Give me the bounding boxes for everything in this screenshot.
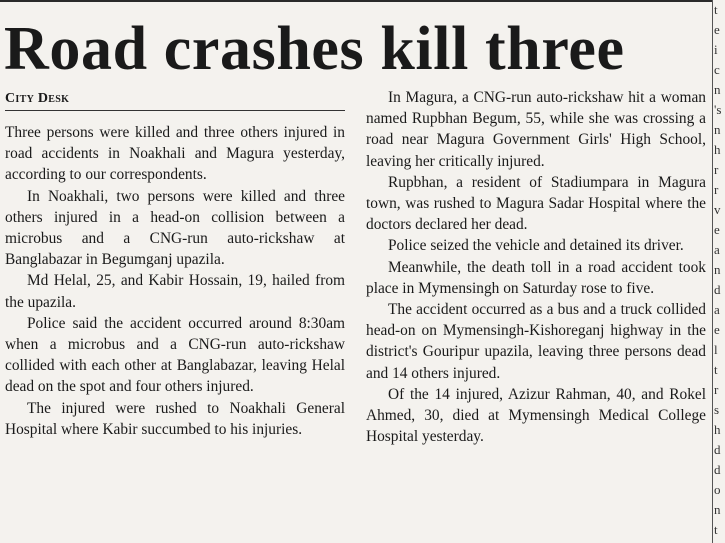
adjacent-column-fragment: s — [714, 402, 720, 417]
paragraph: The injured were rushed to Noakhali General Hospital where Kabir succumbed to his injuries. — [5, 399, 345, 438]
adjacent-column-fragment: n — [714, 502, 721, 517]
adjacent-column-fragment: e — [714, 222, 720, 237]
left-column — [5, 122, 345, 440]
adjacent-column-fragment: d — [714, 462, 721, 477]
adjacent-column-fragment: e — [714, 322, 720, 337]
adjacent-column-fragment: d — [714, 282, 721, 297]
paragraph: Police said the accident occurred around 8:30am when a microbus and a CNG-run auto-rickshaw collided with each other at Banglabazar, leaving Helal dead on the spot and four others injured. — [5, 314, 345, 396]
paragraph: Three persons were killed and three others injured in road accidents in Noakhali and Magura yesterday, according to our correspondents. — [5, 124, 345, 184]
adjacent-column-fragment: t — [714, 2, 718, 17]
adjacent-column-fragment: i — [714, 42, 718, 57]
adjacent-column-fragment: a — [714, 242, 720, 257]
top-rule — [0, 0, 712, 2]
adjacent-column-fragment: t — [714, 362, 718, 377]
adjacent-column-fragment: o — [714, 482, 721, 497]
adjacent-column-fragment: h — [714, 142, 721, 157]
adjacent-column-edge — [714, 0, 725, 543]
byline-rule — [5, 110, 345, 111]
adjacent-column-fragment: 's — [714, 102, 722, 117]
adjacent-column-fragment: n — [714, 122, 721, 137]
byline: City Desk — [5, 91, 70, 106]
paragraph: In Noakhali, two persons were killed and three others injured in a head-on collision between a microbus and a CNG-run auto-rickshaw at Banglabazar in Begumganj upazila. — [5, 187, 345, 269]
adjacent-column-fragment: v — [714, 202, 721, 217]
adjacent-column-fragment: c — [714, 62, 720, 77]
paragraph: Meanwhile, the death toll in a road accident took place in Mymensingh on Saturday rose to five. — [366, 258, 706, 297]
adjacent-column-fragment: l — [714, 342, 718, 357]
paragraph: Of the 14 injured, Azizur Rahman, 40, and Rokel Ahmed, 30, died at Mymensingh Medical College Hospital yesterday. — [366, 385, 706, 446]
right-column — [366, 87, 706, 447]
paragraph: In Magura, a CNG-run auto-rickshaw hit a woman named Rupbhan Begum, 55, while she was crossing a road near Magura Government Girls' High School, leaving her critically injured. — [366, 89, 706, 170]
adjacent-column-fragment: d — [714, 442, 721, 457]
adjacent-column-fragment: e — [714, 22, 720, 37]
adjacent-column-fragment: t — [714, 522, 718, 537]
adjacent-column-fragment: r — [714, 182, 719, 197]
adjacent-column-fragment: n — [714, 82, 721, 97]
headline: Road crashes kill three — [4, 15, 625, 83]
paragraph: The accident occurred as a bus and a truck collided head-on on Mymensingh-Kishoreganj highway in the district's Gouripur upazila, leaving three persons dead and 14 others injured. — [366, 301, 706, 382]
adjacent-column-fragment: r — [714, 162, 719, 177]
adjacent-column-fragment: h — [714, 422, 721, 437]
adjacent-column-fragment: r — [714, 382, 719, 397]
paragraph: Rupbhan, a resident of Stadiumpara in Magura town, was rushed to Magura Sadar Hospital where the doctors declared her dead. — [366, 173, 706, 234]
column-divider — [712, 0, 713, 543]
paragraph: Police seized the vehicle and detained its driver. — [388, 237, 684, 255]
adjacent-column-fragment: a — [714, 302, 720, 317]
paragraph: Md Helal, 25, and Kabir Hossain, 19, hailed from the upazila. — [5, 272, 345, 311]
adjacent-column-fragment: n — [714, 262, 721, 277]
